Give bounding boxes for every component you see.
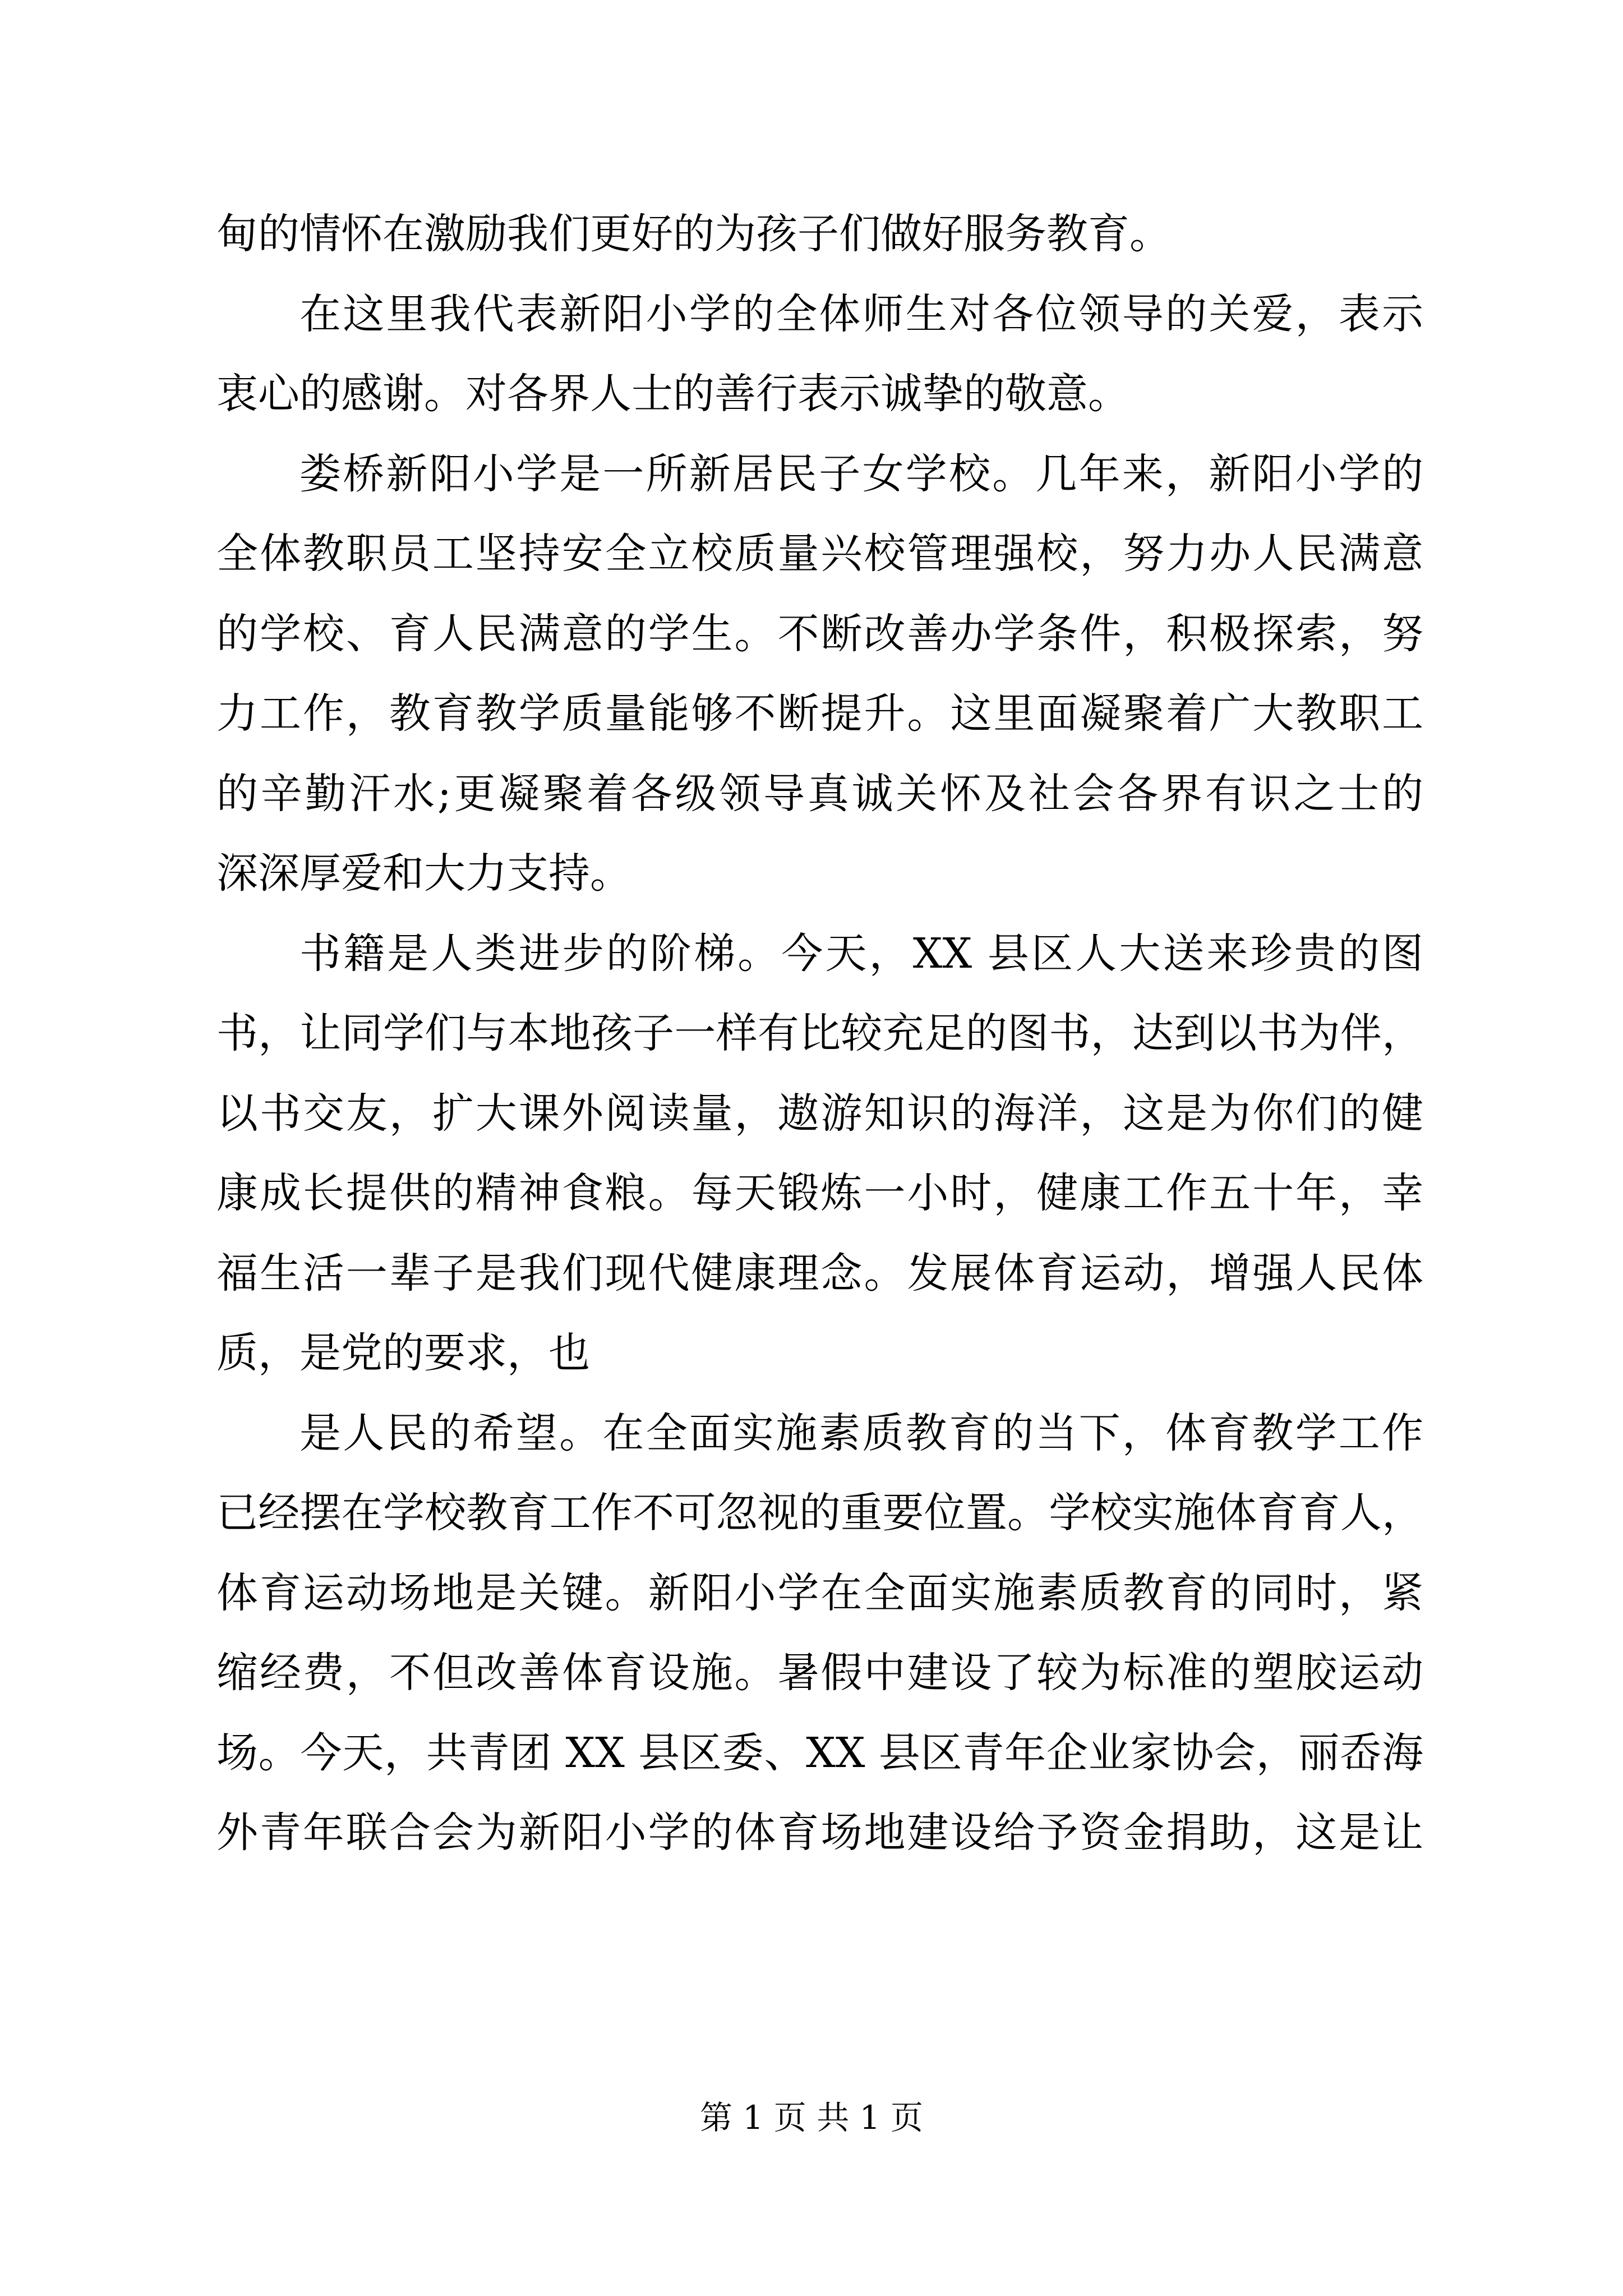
paragraph-first-line: 书籍是人类进步的阶梯。今天，XX 县区人大送来珍贵的图 xyxy=(299,929,1423,978)
text-line: 以书交友，扩大课外阅读量，遨游知识的海洋，这是为你们的健 xyxy=(216,1089,1423,1138)
text-line: 力工作，教育教学质量能够不断提升。这里面凝聚着广大教职工 xyxy=(216,689,1423,738)
text-line: 的辛勤汗水;更凝聚着各级领导真诚关怀及社会各界有识之士的 xyxy=(216,769,1423,818)
page-footer: 第 1 页 共 1 页 xyxy=(700,2099,923,2137)
text-line: 康成长提供的精神食粮。每天锻炼一小时，健康工作五十年，幸 xyxy=(216,1169,1423,1217)
text-line: 的学校、育人民满意的学生。不断改善办学条件，积极探索，努 xyxy=(216,609,1423,658)
paragraph-first-line: 在这里我代表新阳小学的全体师生对各位领导的关爱，表示 xyxy=(299,289,1423,338)
text-line: 深深厚爱和大力支持。 xyxy=(216,849,631,898)
text-line: 全体教职员工坚持安全立校质量兴校管理强校，努力办人民满意 xyxy=(216,530,1423,578)
text-line: 福生活一辈子是我们现代健康理念。发展体育运动，增强人民体 xyxy=(216,1249,1423,1297)
text-line: 甸的情怀在激励我们更好的为孩子们做好服务教育。 xyxy=(216,210,1171,258)
paragraph-first-line: 娄桥新阳小学是一所新居民子女学校。几年来，新阳小学的 xyxy=(299,449,1423,498)
text-line: 已经摆在学校教育工作不可忽视的重要位置。学校实施体育育人， xyxy=(216,1489,1423,1537)
text-line: 质，是党的要求，也 xyxy=(216,1329,590,1377)
text-line: 外青年联合会为新阳小学的体育场地建设给予资金捐助，这是让 xyxy=(216,1809,1423,1857)
text-line: 书，让同学们与本地孩子一样有比较充足的图书，达到以书为伴， xyxy=(216,1009,1423,1057)
text-line: 体育运动场地是关键。新阳小学在全面实施素质教育的同时，紧 xyxy=(216,1568,1423,1617)
text-line: 缩经费，不但改善体育设施。暑假中建设了较为标准的塑胶运动 xyxy=(216,1649,1423,1697)
text-line: 场。今天，共青团 XX 县区委、XX 县区青年企业家协会，丽岙海 xyxy=(216,1728,1423,1777)
text-line: 衷心的感谢。对各界人士的善行表示诚挚的敬意。 xyxy=(216,370,1129,418)
paragraph-first-line: 是人民的希望。在全面实施素质教育的当下，体育教学工作 xyxy=(299,1409,1423,1457)
